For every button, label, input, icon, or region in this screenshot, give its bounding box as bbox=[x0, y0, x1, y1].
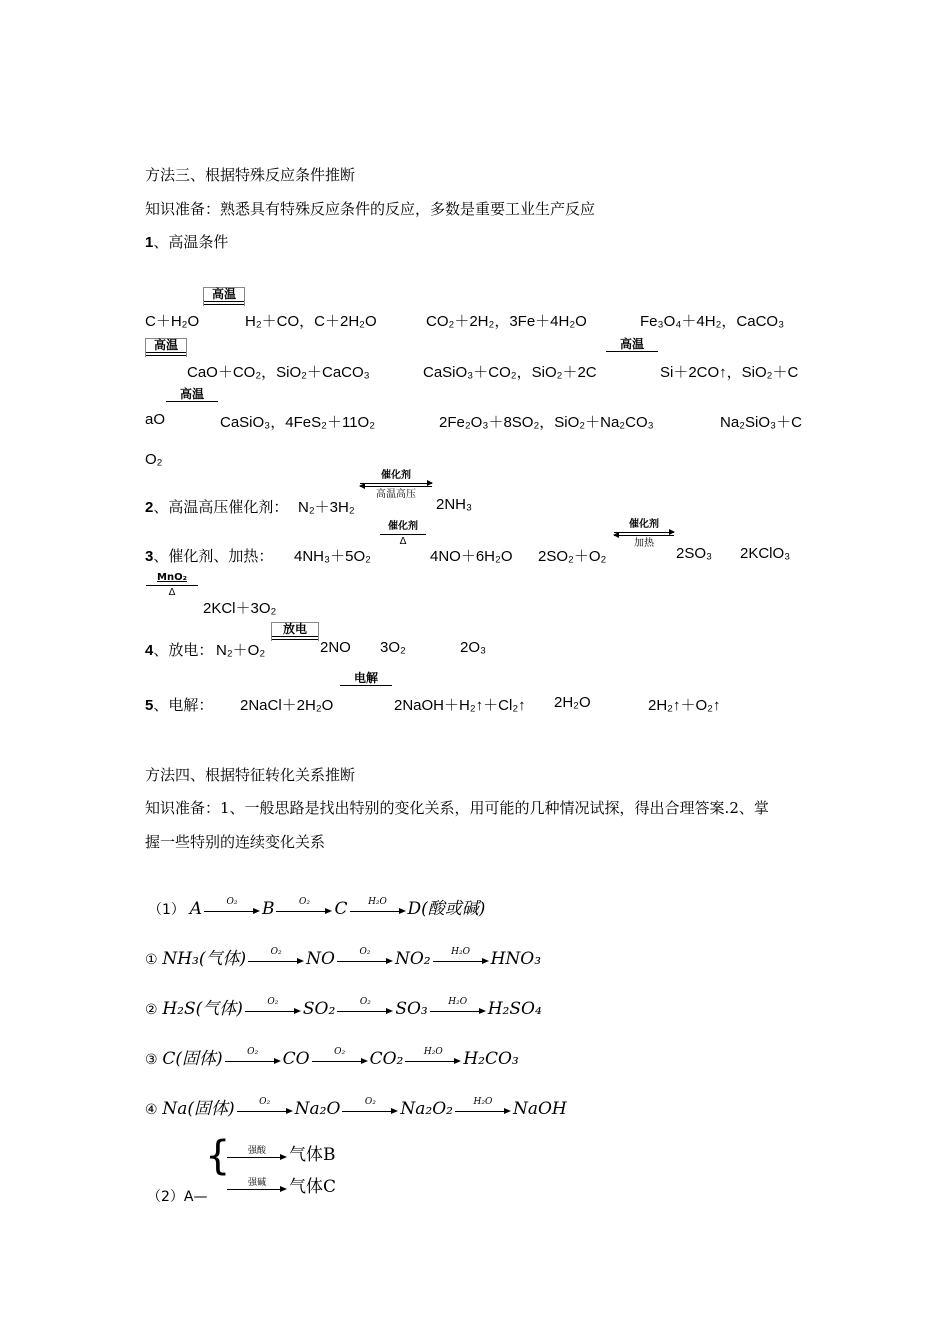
eq-r3-b: CaSiO₃，4FeS₂＋11O₂ bbox=[220, 414, 376, 431]
method4-prep-2: 握一些特别的连续变化关系 bbox=[145, 833, 326, 851]
eq-h2-right: 2NH₃ bbox=[436, 496, 473, 513]
eq-r1-b: H₂＋CO，C＋2H₂O bbox=[245, 313, 377, 330]
heading-4: 4、放电： bbox=[145, 641, 214, 659]
example-3: ③ C(固体) O₂ CO O₂ CO₂ H₂O H₂CO₃ bbox=[145, 1047, 519, 1069]
eq-r1-a: C＋H₂O bbox=[145, 313, 200, 330]
eq-h4-a: N₂＋O₂ bbox=[216, 642, 266, 659]
heading-1: 1、高温条件 bbox=[145, 233, 229, 251]
cond-catalyst-heat-2: 催化剂 加热 bbox=[614, 519, 674, 550]
eq-h5-c: 2H₂O bbox=[554, 694, 591, 711]
heading-5: 5、电解： bbox=[145, 696, 214, 714]
eq-r2-a: CaO＋CO₂，SiO₂＋CaCO₃ bbox=[187, 364, 370, 381]
method3-prep: 知识准备：熟悉具有特殊反应条件的反应，多数是重要工业生产反应 bbox=[145, 200, 596, 218]
eq-r4: O₂ bbox=[145, 451, 163, 468]
eq-r1-d: Fe₃O₄＋4H₂，CaCO₃ bbox=[640, 313, 785, 330]
chain-2-base: 强碱 气体C bbox=[225, 1172, 336, 1197]
brace: { bbox=[205, 1133, 231, 1179]
cond-gaowen-3: 高温 bbox=[606, 338, 658, 353]
eq-h3-e: 2KClO₃ bbox=[740, 545, 791, 562]
eq-r3-c: 2Fe₂O₃＋8SO₂，SiO₂＋Na₂CO₃ bbox=[439, 414, 654, 431]
eq-h5-d: 2H₂↑＋O₂↑ bbox=[648, 697, 721, 714]
example-4: ④ Na(固体) O₂ Na₂O O₂ Na₂O₂ H₂O NaOH bbox=[145, 1097, 567, 1119]
eq-h3-f: 2KCl＋3O₂ bbox=[203, 600, 277, 617]
eq-h5-b: 2NaOH＋H₂↑＋Cl₂↑ bbox=[394, 697, 526, 714]
heading-3: 3、催化剂、加热： bbox=[145, 547, 274, 565]
heading-2: 2、高温高压催化剂： bbox=[145, 498, 289, 516]
chain-2-acid: 强酸 气体B bbox=[225, 1140, 336, 1165]
eq-r2-b: CaSiO₃＋CO₂，SiO₂＋2C bbox=[423, 364, 597, 381]
cond-catalyst-hthp: 催化剂 高温高压 bbox=[360, 470, 432, 501]
eq-h3-b: 4NO＋6H₂O bbox=[430, 548, 513, 565]
cond-gaowen-1: 高温 bbox=[203, 287, 245, 306]
eq-r1-c: CO₂＋2H₂，3Fe＋4H₂O bbox=[426, 313, 587, 330]
cond-gaowen-2: 高温 bbox=[145, 338, 187, 357]
chain-2-label: （2）A— bbox=[147, 1189, 208, 1205]
eq-h5-a: 2NaCl＋2H₂O bbox=[240, 697, 334, 714]
eq-r3-d: Na₂SiO₃＋C bbox=[720, 414, 802, 431]
method4-prep-1: 知识准备：1、一般思路是找出特别的变化关系，用可能的几种情况试探，得出合理答案.2、掌 bbox=[145, 799, 769, 817]
cond-discharge: 放电 bbox=[271, 622, 319, 641]
eq-h3-a: 4NH₃＋5O₂ bbox=[294, 548, 371, 565]
example-1: ① NH₃(气体) O₂ NO O₂ NO₂ H₂O HNO₃ bbox=[145, 947, 542, 969]
example-2: ② H₂S(气体) O₂ SO₂ O₂ SO₃ H₂O H₂SO₄ bbox=[145, 997, 542, 1019]
eq-h4-c: 3O₂ bbox=[380, 639, 406, 656]
eq-h4-b: 2NO bbox=[320, 639, 351, 656]
chain-1: （1） A O₂ B O₂ C H₂O D(酸或碱) bbox=[148, 897, 486, 919]
eq-r2-c: Si＋2CO↑，SiO₂＋C bbox=[660, 364, 799, 381]
cond-mno2: MnO₂ Δ bbox=[146, 572, 198, 599]
eq-h3-d: 2SO₃ bbox=[676, 545, 713, 562]
method4-title: 方法四、根据特征转化关系推断 bbox=[145, 766, 356, 784]
eq-h4-d: 2O₃ bbox=[460, 639, 487, 656]
eq-h3-c: 2SO₂＋O₂ bbox=[538, 548, 607, 565]
cond-electrolysis: 电解 bbox=[340, 672, 392, 687]
method3-title: 方法三、根据特殊反应条件推断 bbox=[145, 166, 356, 184]
eq-h2-left: N₂＋3H₂ bbox=[298, 499, 355, 516]
cond-gaowen-4: 高温 bbox=[166, 388, 218, 403]
eq-r3-a: aO bbox=[145, 411, 166, 428]
cond-catalyst-heat-1: 催化剂 Δ bbox=[380, 521, 426, 548]
